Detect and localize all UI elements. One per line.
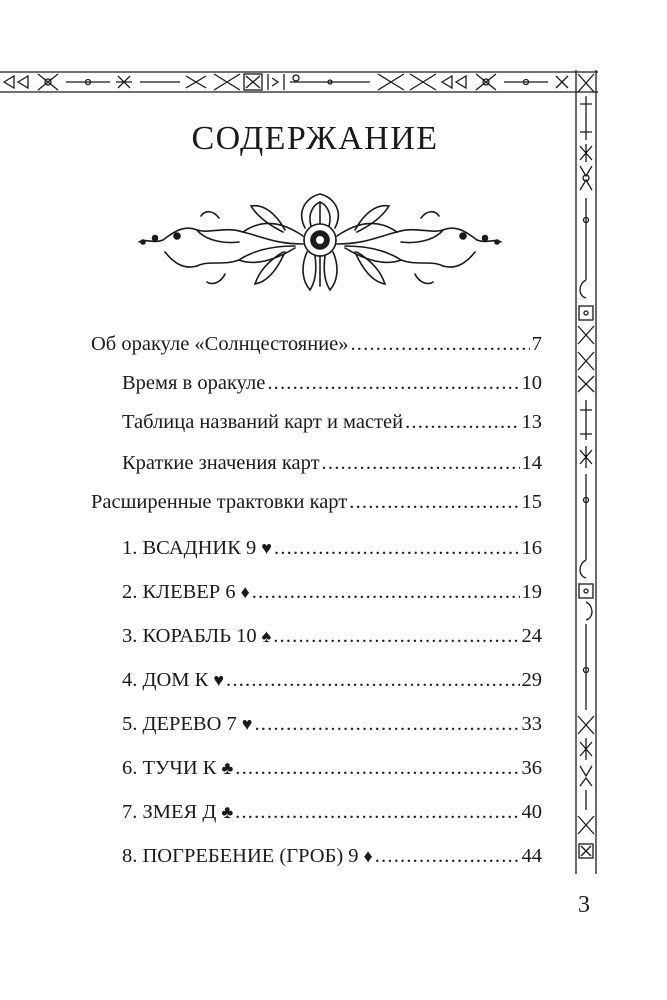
toc-entry[interactable] [122,581,542,609]
heart-suit-icon: ♥ [213,670,225,690]
leader-dots [254,713,519,736]
toc-entry-label: 1. ВСАДНИК 9 [122,537,257,559]
leader-dots [349,491,519,514]
toc-entry[interactable] [122,452,542,480]
toc-entry[interactable] [91,333,542,361]
leader-dots [235,801,519,824]
toc-page-number: 15 [521,491,542,513]
toc-page-number: 24 [521,625,542,647]
page-number: 3 [578,892,590,918]
leader-dots [273,625,519,648]
leader-dots [252,581,520,604]
toc-entry-label: 4. ДОМ К [122,669,209,691]
toc-entry[interactable] [122,537,542,565]
leader-dots [405,411,519,434]
toc-entry-label: Краткие значения карт [122,452,320,474]
toc-entry-label: Об оракуле «Солнцестояние» [91,333,349,355]
toc-entry[interactable] [122,372,542,400]
toc-entry[interactable] [122,757,542,785]
toc-entry-label: 2. КЛЕВЕР 6 [122,581,236,603]
toc-entry[interactable] [122,411,542,439]
toc-page-number: 36 [521,757,542,779]
toc-entry-label: 7. ЗМЕЯ Д [122,801,217,823]
spade-suit-icon: ♠ [261,626,272,646]
toc-entry[interactable] [122,713,542,741]
leader-dots [274,537,520,560]
leader-dots [350,333,529,356]
heart-suit-icon: ♥ [241,714,253,734]
toc-entry-label: 5. ДЕРЕВО 7 [122,713,237,735]
toc-entry[interactable] [122,845,542,873]
diamond-suit-icon: ♦ [240,582,250,602]
toc-page-number: 14 [521,452,542,474]
toc-entry-label: Таблица названий карт и мастей [122,411,404,433]
toc-entry-label: 6. ТУЧИ К [122,757,217,779]
toc-entry-label: Расширенные трактовки карт [91,491,348,513]
toc-entry[interactable] [122,669,542,697]
club-suit-icon: ♣ [221,802,234,822]
toc-page-number: 7 [531,333,542,355]
toc-entry-label: Время в оракуле [122,372,266,394]
toc-entry[interactable] [122,801,542,829]
top-ornamental-border [0,70,600,94]
toc-page-number: 10 [521,372,542,394]
toc-page-number: 16 [521,537,542,559]
leader-dots [375,845,520,868]
right-ornamental-border [574,70,598,876]
toc-page-number: 19 [521,581,542,603]
leader-dots [322,452,520,475]
heart-suit-icon: ♥ [261,538,272,558]
diamond-suit-icon: ♦ [363,846,373,866]
toc-page-number: 13 [521,411,542,433]
leader-dots [235,757,519,780]
toc-page-number: 44 [521,845,542,867]
leader-dots [267,372,519,395]
toc-page-number: 33 [521,713,542,735]
toc-entry[interactable] [122,625,542,653]
toc-page-number: 29 [521,669,542,691]
page-title: СОДЕРЖАНИЕ [191,120,439,157]
toc-page-number: 40 [521,801,542,823]
toc-entry-label: 8. ПОГРЕБЕНИЕ (ГРОБ) 9 [122,845,359,867]
toc-entry-label: 3. КОРАБЛЬ 10 [122,625,257,647]
floral-ornament [135,190,505,300]
club-suit-icon: ♣ [221,758,234,778]
toc-entry[interactable] [91,491,542,519]
leader-dots [226,669,519,692]
